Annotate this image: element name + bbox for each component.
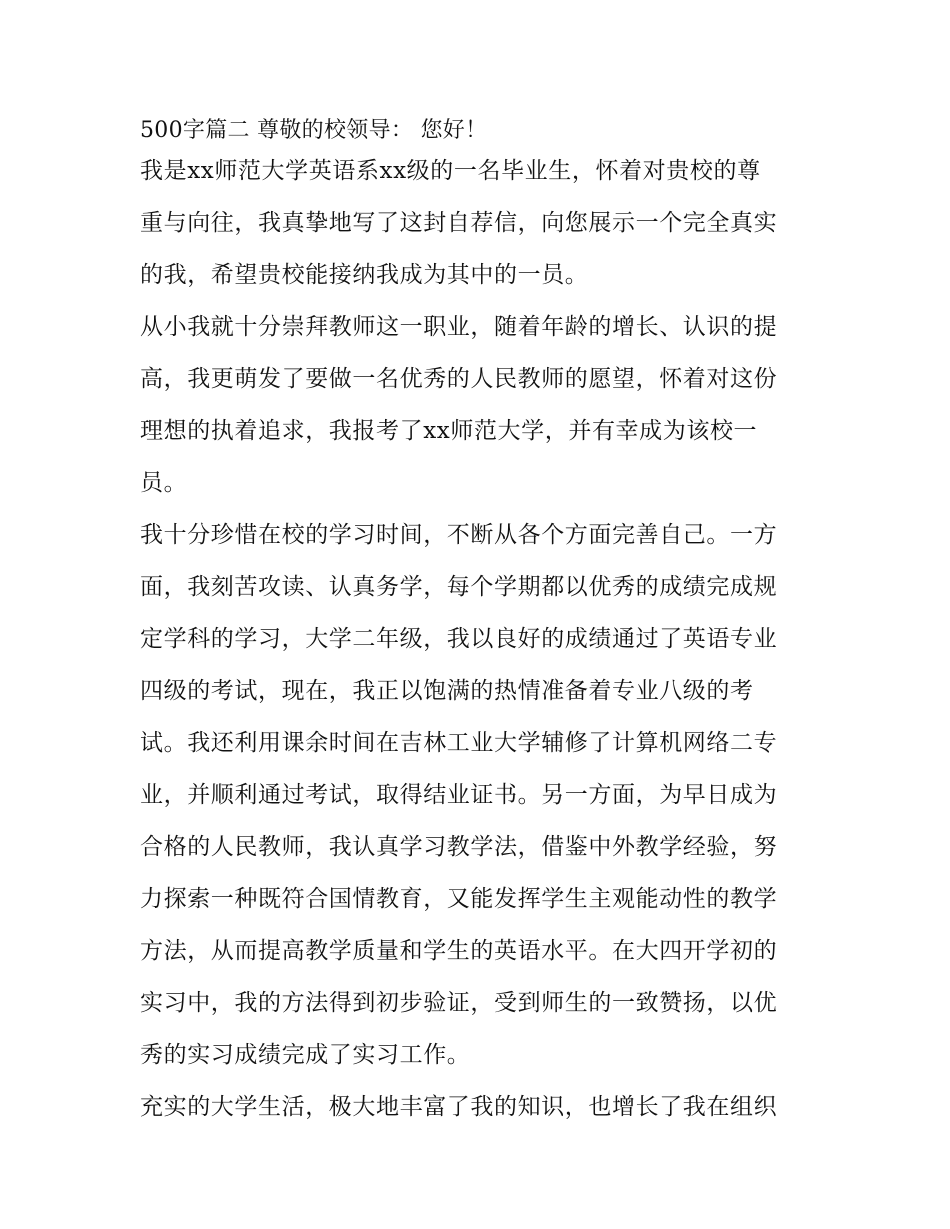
text-line: 理想的执着追求，我报考了xx师范大学，并有幸成为该校一: [140, 418, 758, 444]
text-line: 秀的实习成绩完成了实习工作。: [140, 1042, 471, 1068]
text-line: 面，我刻苦攻读、认真务学，每个学期都以优秀的成绩完成规: [140, 574, 778, 600]
text-line: 从小我就十分崇拜教师这一职业，随着年龄的增长、认识的提: [140, 314, 778, 340]
text-line: 我十分珍惜在校的学习时间，不断从各个方面完善自己。一方: [140, 522, 778, 548]
document-page: [140, 118, 820, 1146]
text-line: 实习中，我的方法得到初步验证，受到师生的一致赞扬，以优: [140, 990, 778, 1016]
text-line: 我是xx师范大学英语系xx级的一名毕业生，怀着对贵校的尊: [140, 158, 761, 184]
text-line: 合格的人民教师，我认真学习教学法，借鉴中外教学经验，努: [140, 834, 778, 860]
text-line: 的我，希望贵校能接纳我成为其中的一员。: [140, 262, 589, 288]
text-line: 力探索一种既符合国情教育，又能发挥学生主观能动性的教学: [140, 886, 778, 912]
letter-heading: 500字篇二 尊敬的校领导： 您好！: [140, 118, 488, 143]
text-line: 方法，从而提高教学质量和学生的英语水平。在大四开学初的: [140, 938, 778, 964]
text-line: 试。我还利用课余时间在吉林工业大学辅修了计算机网络二专: [140, 730, 778, 756]
text-line: 充实的大学生活，极大地丰富了我的知识，也增长了我在组织: [140, 1094, 778, 1120]
text-line: 四级的考试，现在，我正以饱满的热情准备着专业八级的考: [140, 678, 754, 704]
text-line: 定学科的学习，大学二年级，我以良好的成绩通过了英语专业: [140, 626, 778, 652]
text-line: 业，并顺利通过考试，取得结业证书。另一方面，为早日成为: [140, 782, 778, 808]
text-line: 员。: [140, 470, 188, 496]
text-line: 高，我更萌发了要做一名优秀的人民教师的愿望，怀着对这份: [140, 366, 778, 392]
text-line: 重与向往，我真挚地写了这封自荐信，向您展示一个完全真实: [140, 210, 778, 236]
